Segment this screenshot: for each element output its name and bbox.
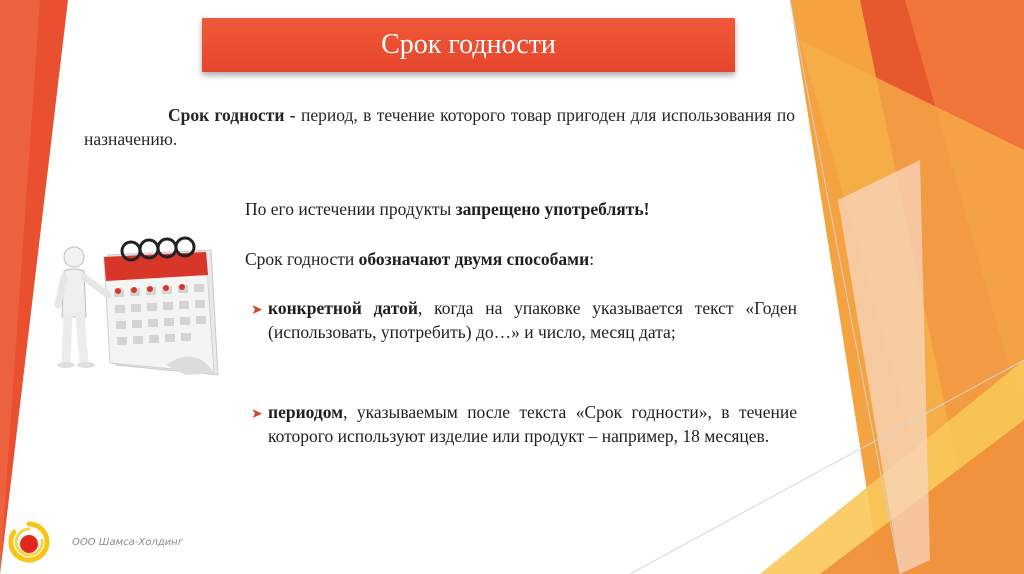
sun-logo-icon (8, 520, 50, 566)
arrow-bullet-icon: ➤ (251, 302, 263, 318)
bullet-text (268, 296, 797, 344)
figure-with-calendar-icon (46, 225, 226, 405)
paragraph-prohibition (245, 197, 649, 221)
definition-paragraph (84, 103, 795, 151)
paragraph-methods-tail: : (589, 249, 595, 269)
paragraph-methods (245, 247, 594, 271)
arrow-bullet-icon: ➤ (251, 406, 263, 422)
title-bar (202, 18, 735, 72)
slide-title: Срок годности (381, 29, 556, 60)
list-item (245, 400, 797, 448)
bullet-bold: конкретной датой (268, 298, 418, 318)
paragraph-methods-plain: Срок годности (245, 249, 355, 269)
definition-text: период, в течение которого товар пригоден для использования по назначению. (84, 105, 796, 149)
bullet-rest: , когда на упаковке указывается текст «Годен (использовать, употребить) до…» и число, месяц дата; (268, 298, 797, 342)
paragraph-methods-bold: обозначают двумя способами (358, 249, 590, 269)
definition-term: Срок годности - (168, 105, 296, 125)
paragraph-prohibition-plain: По его истечении продукты (245, 199, 452, 219)
bullet-bold: периодом (268, 402, 344, 422)
company-name: ООО Шамса-Холдинг (72, 537, 183, 548)
bullet-text (268, 400, 797, 448)
bullet-rest: , указываемым после текста «Срок годности», в течение которого используют изделие или продукт – например, 18 месяцев. (268, 402, 797, 446)
paragraph-prohibition-bold: запрещено употреблять! (455, 199, 650, 219)
list-item (245, 296, 797, 344)
